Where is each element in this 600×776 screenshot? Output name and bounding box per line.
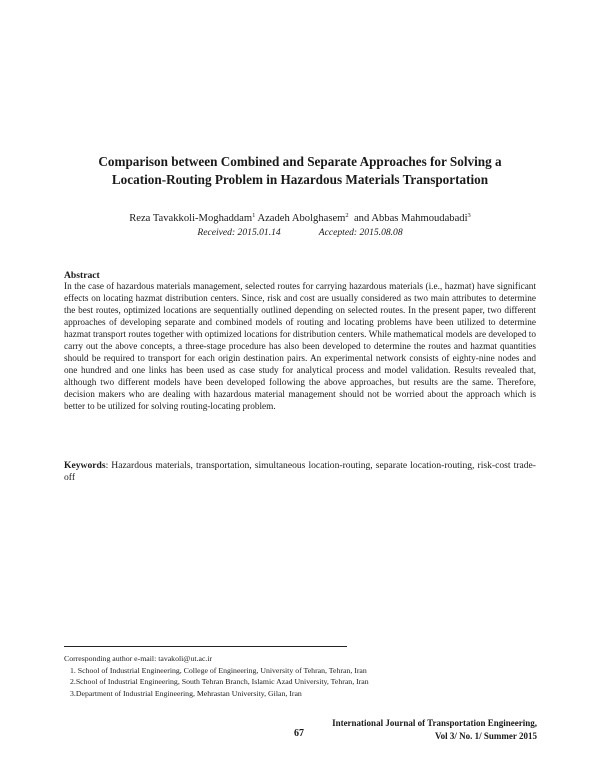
keywords-label: Keywords — [64, 460, 106, 471]
author-affiliation-mark: 3 — [467, 212, 471, 219]
author-affiliation-mark: 2 — [345, 212, 349, 219]
journal-issue: Vol 3/ No. 1/ Summer 2015 — [434, 731, 537, 741]
journal-name: International Journal of Transportation Engineering, — [332, 718, 537, 728]
author-conjunction: and — [353, 213, 370, 224]
corresponding-author: Corresponding author e-mail: tavakoli@ut.ac.ir — [64, 654, 213, 663]
title-line-2: Location-Routing Problem in Hazardous Materials Transportation — [111, 172, 489, 187]
footnotes — [64, 653, 369, 699]
keywords-text: : Hazardous materials, transportation, simultaneous location-routing, separate location-routing, risk-cost trade-off — [64, 460, 536, 483]
author-name: Abbas Mahmoudabadi — [371, 213, 468, 224]
page-number: 67 — [294, 728, 304, 739]
footnote-divider — [64, 646, 347, 647]
affiliation-footnote: 3.Department of Industrial Engineering, Mehrastan University, Gilan, Iran — [70, 688, 302, 698]
abstract-body: In the case of hazardous materials management, selected routes for carrying hazardous materials (i.e., hazmat) have significant effects on locating hazmat distribution centers. Since, risk and cost are usually considered as two main attributes to determine the best routes, optimized locations are sequentially outlined depending on selected routes. In the present paper, two different approaches of developing separate and combined models of routing and locating problems have been utilized to determine hazmat transport routes together with optimized locations for distribution centers. While mathematical models are developed to carry out the above concepts, a three-stage procedure has also been developed to determine the routes and hazmat quantities should be required to transport for each origin destination pairs. An experimental network consists of eighty-nine nodes and one hundred and one links has been used as case study for analytical process and model validation. Results revealed that, although two different models have been developed following the above approaches, but results are the same. Therefore, decision makers who are dealing with hazardous material management should not be worried about the approach which is better to be utilized for solving routing-locating problem. — [64, 282, 536, 412]
affiliation-footnote: 2.School of Industrial Engineering, South Tehran Branch, Islamic Azad University, Tehran, Iran — [70, 677, 369, 686]
author-affiliation-mark: 1 — [252, 212, 256, 219]
title-line-1: Comparison between Combined and Separate Approaches for Solving a — [98, 154, 502, 169]
received-date: Received: 2015.01.14 — [197, 227, 281, 238]
author-list — [60, 212, 540, 224]
keywords — [64, 460, 536, 484]
affiliation-footnote: 1. School of Industrial Engineering, College of Engineering, University of Tehran, Tehran, Iran — [70, 665, 367, 675]
author-name: Reza Tavakkoli-Moghaddam — [129, 213, 253, 224]
journal-footer — [332, 717, 537, 743]
author-name: Azadeh Abolghasem — [257, 213, 346, 224]
abstract-heading: Abstract — [64, 270, 100, 281]
accepted-date: Accepted: 2015.08.08 — [318, 227, 403, 238]
paper-title — [60, 153, 540, 189]
submission-dates — [60, 227, 540, 238]
